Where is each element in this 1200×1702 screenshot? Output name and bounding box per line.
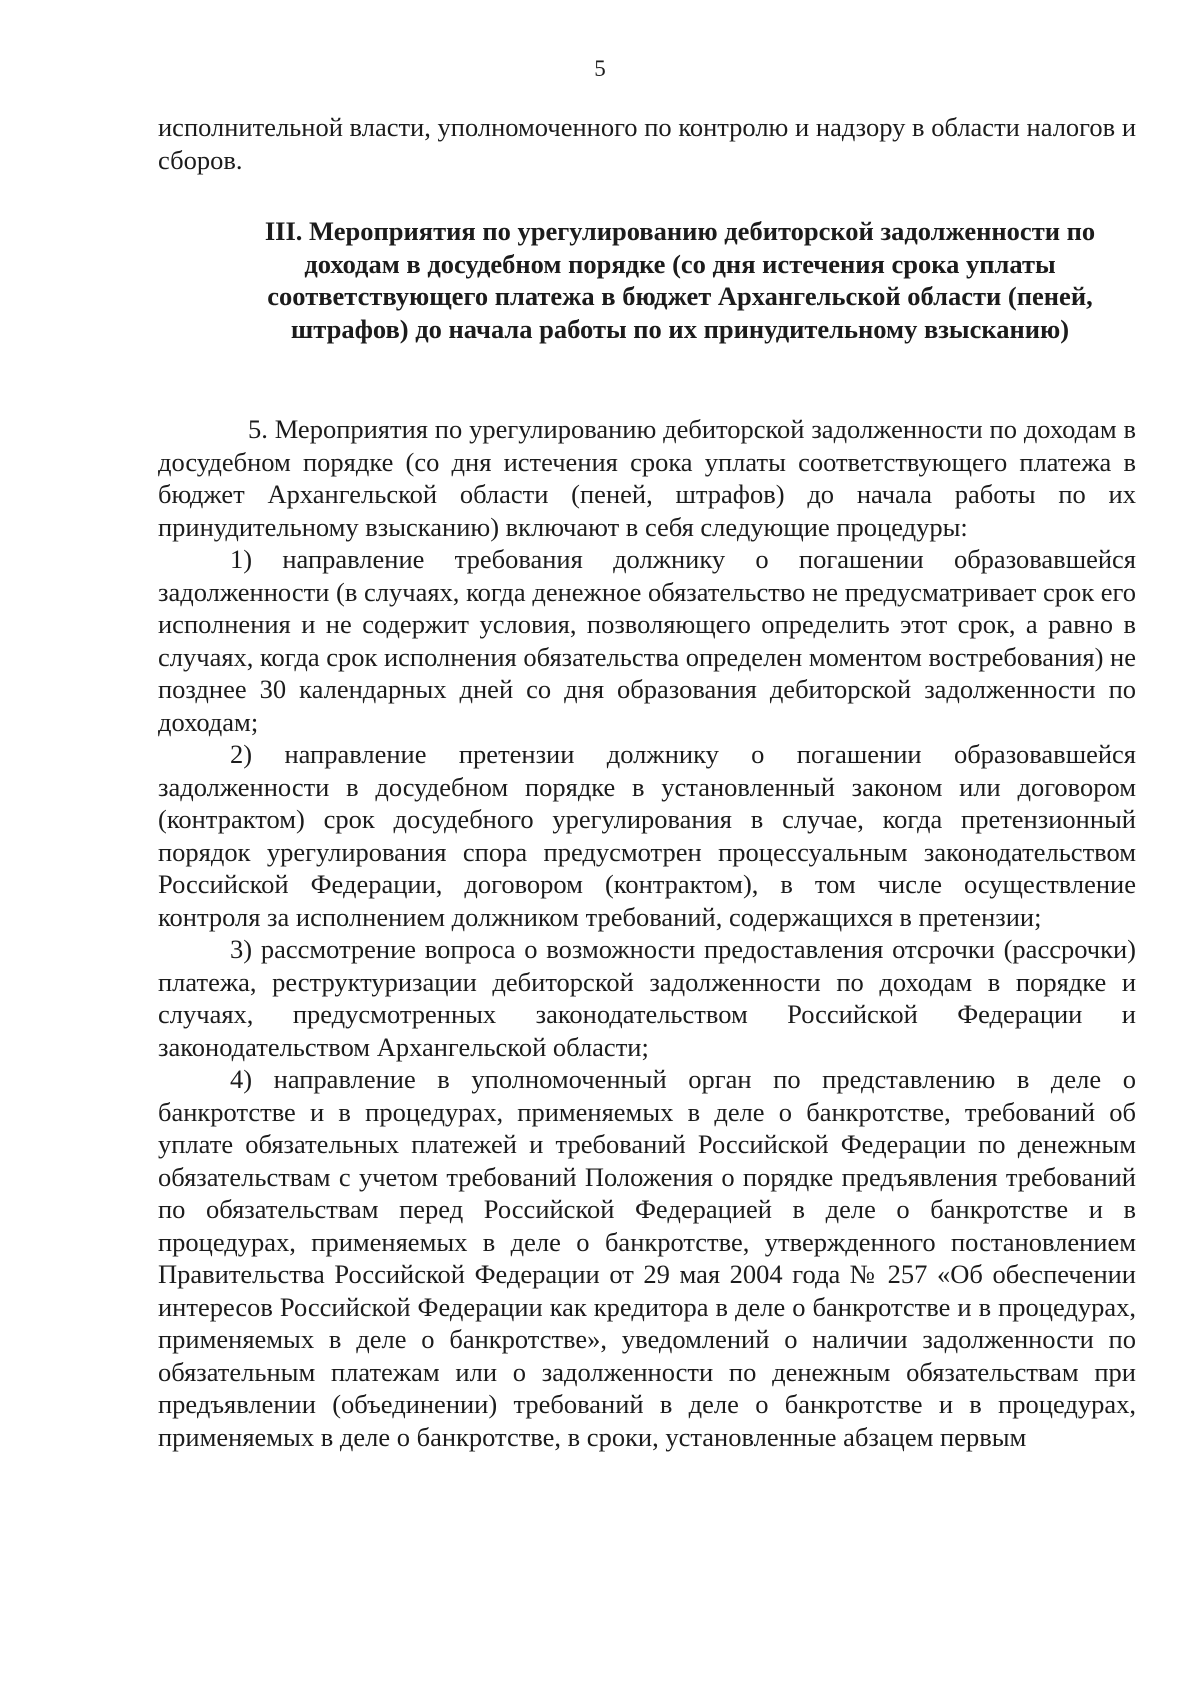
page-number: 5 (594, 56, 606, 81)
section-heading: III. Мероприятия по урегулированию дебиторской задолженности по доходам в досудебном порядке (со дня истечения срока уплаты соответствующего платежа в бюджет Архангельской области (пеней, штрафов) до начала работы по их принудительному взысканию) (264, 216, 1096, 344)
list-item-2: 2) направление претензии должнику о погашении образовавшейся задолженности в досудебном порядке в установленный законом или договором (контрактом) срок досудебного урегулирования в случае, когда претензионный порядок урегулирования спора предусмотрен процессуальным законодательством Российской Федерации, договором (контрактом), в том числе осуществление контроля за исполнением должником требований, содержащихся в претензии; (158, 739, 1136, 932)
section-body (158, 413, 1136, 1453)
list-item-4: 4) направление в уполномоченный орган по представлению в деле о банкротстве и в процедурах, применяемых в деле о банкротстве, требований об уплате обязательных платежей и требований Российской Федерации по денежным обязательствам с учетом требований Положения о порядке предъявления требований по обязательствам перед Российской Федерацией в деле о банкротстве и в процедурах, применяемых в деле о банкротстве, утвержденного постановлением Правительства Российской Федерации от 29 мая 2004 года № 257 «Об обеспечении интересов Российской Федерации как кредитора в деле о банкротстве и в процедурах, применяемых в деле о банкротстве», уведомлений о наличии задолженности по обязательным платежам или о задолженности по денежным обязательствам при предъявлении (объединении) требований в деле о банкротстве и в процедурах, применяемых в деле о банкротстве, в сроки, установленные абзацем первым (158, 1064, 1136, 1452)
list-item-1: 1) направление требования должнику о погашении образовавшейся задолженности (в случаях, когда денежное обязательство не предусматривает срок его исполнения и не содержит условия, позволяющего определить этот срок, а равно в случаях, когда срок исполнения обязательства определен моментом востребования) не позднее 30 календарных дней со дня образования дебиторской задолженности по доходам; (158, 544, 1136, 737)
list-item-3: 3) рассмотрение вопроса о возможности предоставления отсрочки (рассрочки) платежа, реструктуризации дебиторской задолженности по доходам в порядке и случаях, предусмотренных законодательством Российской Федерации и законодательством Архангельской области; (158, 934, 1136, 1062)
paragraph-5: 5. Мероприятия по урегулированию дебиторской задолженности по доходам в досудебном порядке (со дня истечения срока уплаты соответствующего платежа в бюджет Архангельской области (пеней, штрафов) до начала работы по их принудительному взысканию) включают в себя следующие процедуры: (158, 414, 1136, 542)
intro-paragraph: исполнительной власти, уполномоченного по контролю и надзору в области налогов и сборов. (158, 112, 1136, 175)
